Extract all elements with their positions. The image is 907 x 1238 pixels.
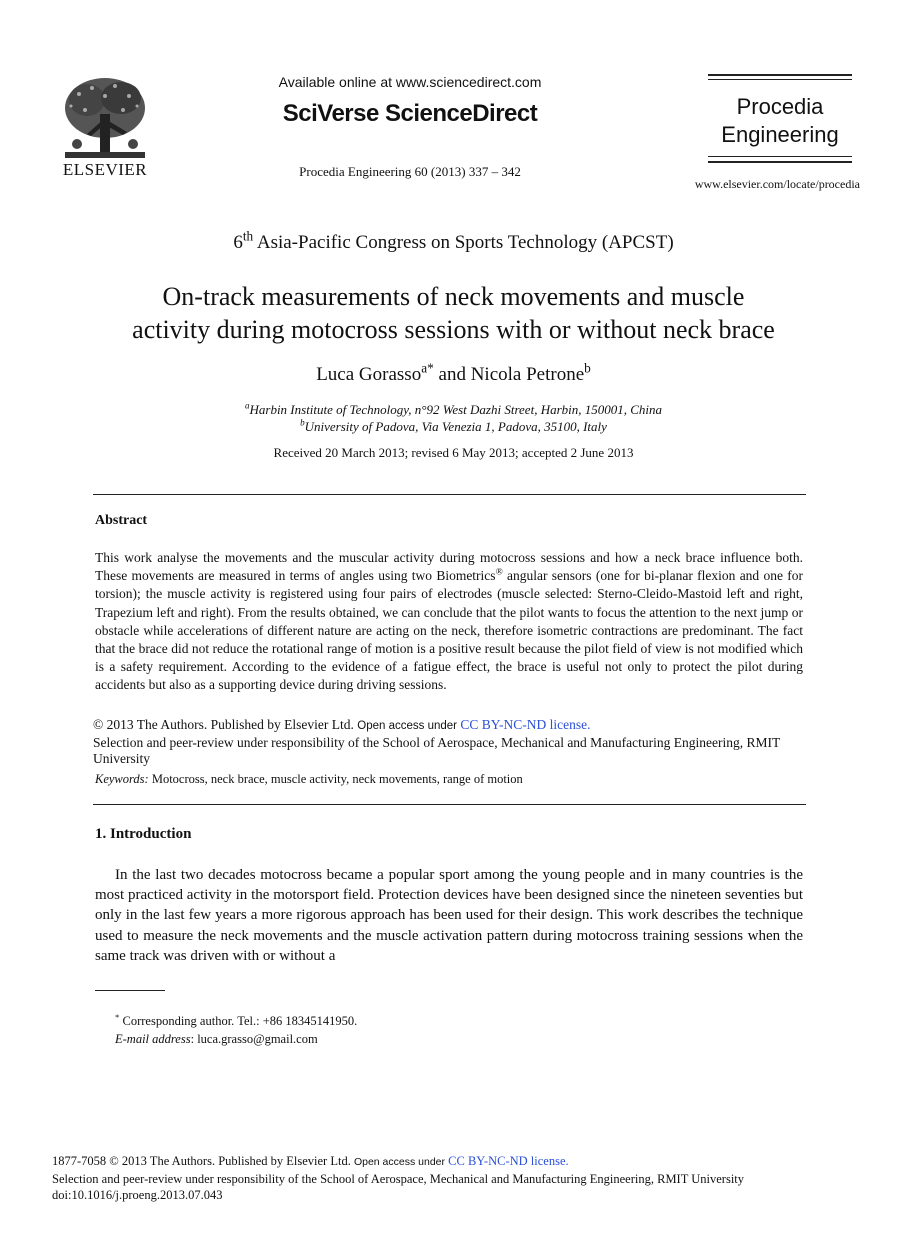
journal-logo-line1: Procedia xyxy=(736,94,824,119)
page-footer xyxy=(52,1153,872,1204)
affiliation-b: $^b$University of Padova, Via Venezia 1, Padova, 35100, Italy xyxy=(300,417,607,434)
footnote-email: E-mail address: luca.grasso@gmail.com xyxy=(115,1032,318,1046)
footer-peer-review: Selection and peer-review under responsibility of the School of Aerospace, Mechanical and Manufacturing Engineering, RMIT University xyxy=(52,1171,745,1186)
journal-logo-rule-top xyxy=(708,74,852,76)
available-online: Available online at www.sciencedirect.com xyxy=(278,74,542,90)
keywords-value: Motocross, neck brace, muscle activity, neck movements, range of motion xyxy=(151,772,523,786)
footnote xyxy=(115,1012,715,1048)
section-heading-introduction: 1. Introduction xyxy=(95,826,192,842)
elsevier-tree-icon xyxy=(57,74,153,164)
authors xyxy=(60,360,847,386)
conference-ordinal-sup: th xyxy=(242,228,254,244)
paper-title-line2: activity during motocross sessions with or without neck brace xyxy=(132,315,775,344)
author-1: Luca Gorasso xyxy=(316,364,422,385)
conference-title: Asia-Pacific Congress on Sports Technology (APCST) xyxy=(256,232,674,253)
affiliation-a: $^a$Harbin Institute of Technology, n°92 West Dazhi Street, Harbin, 150001, China xyxy=(244,400,663,417)
citation: Procedia Engineering 60 (2013) 337 – 342 xyxy=(299,164,521,179)
peer-review-line: Selection and peer-review under responsibility of the School of Aerospace, Mechanical and Manufacturing Engineering, RMIT University xyxy=(93,734,781,766)
footer-doi[interactable]: doi:10.1016/j.proeng.2013.07.043 xyxy=(52,1188,223,1202)
author-2-sup: b xyxy=(584,360,591,376)
journal-logo xyxy=(708,74,852,178)
elsevier-logo xyxy=(57,74,153,180)
conference-ordinal: 6 xyxy=(233,232,243,253)
author-1-sup: a* xyxy=(421,360,434,376)
paper-title-line1: On-track measurements of neck movements and muscle xyxy=(162,282,745,311)
rule-top xyxy=(93,494,806,495)
footnote-corresponding: * Corresponding author. Tel.: +86 18345141950. xyxy=(115,1011,358,1028)
journal-logo-rule-bottom xyxy=(708,156,852,157)
abstract-heading: Abstract xyxy=(95,513,148,528)
rule-bottom xyxy=(93,804,806,805)
footnote-rule xyxy=(95,990,165,991)
affiliations xyxy=(60,401,847,435)
paper-title xyxy=(40,280,867,346)
received-dates: Received 20 March 2013; revised 6 May 2013; accepted 2 June 2013 xyxy=(273,445,634,460)
journal-logo-line2: Engineering xyxy=(721,122,839,147)
footer-issn: 1877-7058 © 2013 The Authors. Published by Elsevier Ltd. Open access under CC BY-NC-ND license. xyxy=(52,1154,569,1168)
journal-logo-rule-top2 xyxy=(708,79,852,80)
footer-license-link[interactable]: CC BY-NC-ND license. xyxy=(448,1154,569,1168)
journal-url[interactable]: www.elsevier.com/locate/procedia xyxy=(694,177,860,191)
introduction-paragraph: In the last two decades motocross became a popular sport among the young people and in many countries is the most practiced activity in the motorsport field. Protection devices have been designed since the nineteen seventies but only in the last few years a more rigorous approach has been used for their design. This work describes the technique used to measure the neck movements and the muscle activation pattern during motocross training sessions when the same track was driven with or without a xyxy=(95,867,803,964)
journal-logo-rule-bottom2 xyxy=(708,161,852,163)
sciencedirect-logo: SciVerse ScienceDirect xyxy=(282,100,538,127)
abstract-copyright xyxy=(93,717,813,768)
author-conj: and xyxy=(438,364,466,385)
copyright-line: © 2013 The Authors. Published by Elsevier Ltd. Open access under CC BY-NC-ND license. xyxy=(93,717,591,732)
keywords xyxy=(95,772,805,787)
elsevier-wordmark: ELSEVIER xyxy=(62,160,148,179)
abstract-body: This work analyse the movements and the muscular activity during motocross sessions and how a neck brace influence both. These movements are measured in terms of angles using two Biometrics® angular sensors (one for bi-planar flexion and one for torsion); the muscle activity is registered using four pairs of electrodes (muscle selected: Sterno-Cleido-Mastoid left and right, Trapezium left and right). From the results obtained, we can conclude that the pilot wants to focus the attention to the next jump or obstacle while accelerations of different nature are acting on the neck, therefore isometric contractions are predominant. The fact that the brace did not reduce the rotational range of motion is a positive result because the pilot field of view is not modified which is a safety requirement. According to the evidence of a fatigue effect, the brace is useful not only to protect the pilot during accidents but also as a supporting device during driving sessions. xyxy=(95,550,803,693)
keywords-label: Keywords: xyxy=(95,772,149,786)
license-link[interactable]: CC BY-NC-ND license. xyxy=(460,717,591,732)
conference-name xyxy=(60,228,847,254)
author-2: Nicola Petrone xyxy=(470,364,585,385)
